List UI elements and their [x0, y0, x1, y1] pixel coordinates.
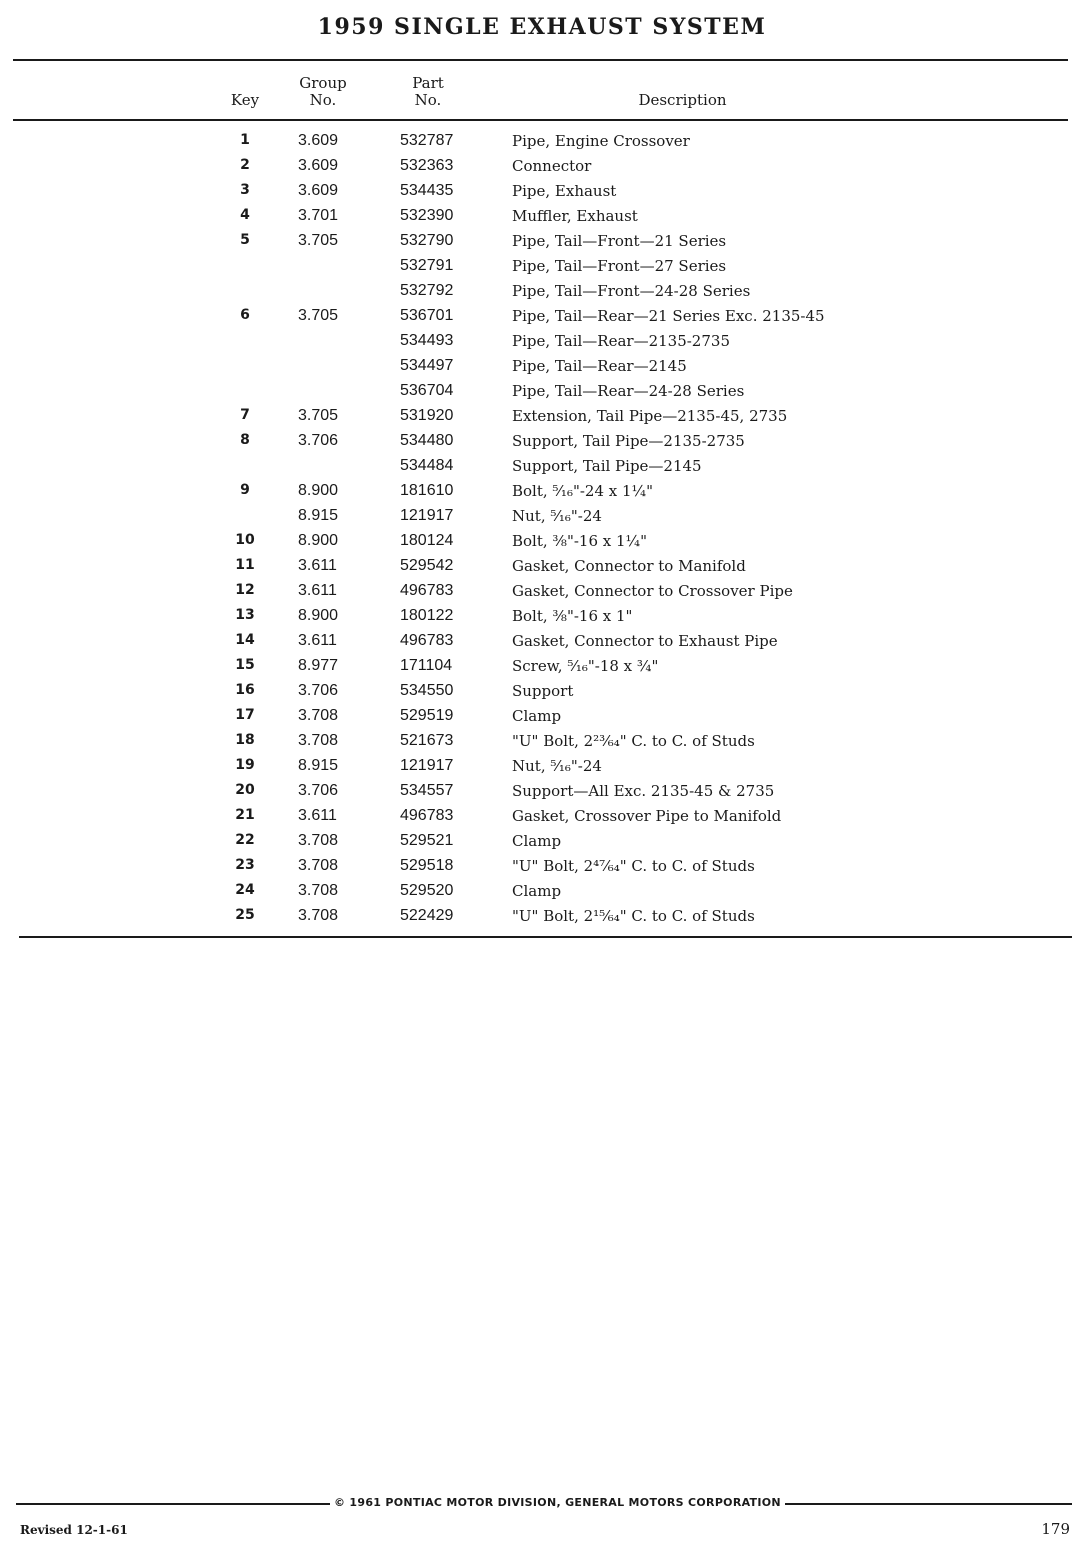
table-row — [0, 279, 1084, 304]
row-description: Pipe, Tail—Rear—2145 — [512, 357, 687, 375]
row-key: 4 — [240, 207, 250, 223]
row-description: Nut, ⁵⁄₁₆"-24 — [512, 507, 602, 525]
table-row — [0, 129, 1084, 154]
table-row — [0, 554, 1084, 579]
row-part-no: 522429 — [400, 907, 454, 924]
row-group-no: 3.611 — [298, 557, 337, 574]
row-description: Pipe, Tail—Rear—21 Series Exc. 2135-45 — [512, 307, 825, 325]
row-group-no: 8.977 — [298, 657, 339, 674]
row-part-no: 521673 — [400, 732, 454, 749]
row-key: 17 — [235, 707, 255, 723]
header-group-line1: Group — [299, 74, 347, 92]
table-row — [0, 329, 1084, 354]
page-number: 179 — [1041, 1520, 1070, 1538]
row-key: 13 — [235, 607, 255, 623]
row-part-no: 534493 — [400, 332, 454, 349]
row-description: Gasket, Connector to Manifold — [512, 557, 746, 575]
row-part-no: 534550 — [400, 682, 454, 699]
row-description: Gasket, Connector to Crossover Pipe — [512, 582, 793, 600]
table-row — [0, 304, 1084, 329]
row-description: Clamp — [512, 882, 562, 900]
row-part-no: 171104 — [400, 657, 453, 674]
table-row — [0, 154, 1084, 179]
row-group-no: 8.900 — [298, 607, 339, 624]
header-group-line2: No. — [309, 91, 337, 109]
row-description: Support—All Exc. 2135-45 & 2735 — [512, 782, 775, 800]
row-part-no: 496783 — [400, 632, 454, 649]
row-key: 3 — [240, 182, 250, 198]
row-part-no: 496783 — [400, 582, 454, 599]
row-key: 24 — [235, 882, 255, 898]
row-group-no: 3.701 — [298, 207, 339, 224]
table-row — [0, 879, 1084, 904]
table-row — [0, 504, 1084, 529]
row-part-no: 121917 — [400, 757, 454, 774]
table-row — [0, 654, 1084, 679]
table-row — [0, 629, 1084, 654]
row-key: 6 — [240, 307, 250, 323]
row-group-no: 3.706 — [298, 682, 339, 699]
row-description: Pipe, Tail—Front—27 Series — [512, 257, 727, 275]
table-row — [0, 454, 1084, 479]
table-row — [0, 804, 1084, 829]
row-part-no: 180122 — [400, 607, 454, 624]
row-part-no: 532792 — [400, 282, 454, 299]
table-row — [0, 754, 1084, 779]
table-row — [0, 829, 1084, 854]
row-description: Support, Tail Pipe—2145 — [512, 457, 702, 475]
row-description: Screw, ⁵⁄₁₆"-18 x ¾" — [512, 657, 659, 675]
table-row — [0, 779, 1084, 804]
header-part — [393, 75, 463, 109]
row-key: 11 — [235, 557, 255, 573]
row-description: Clamp — [512, 707, 562, 725]
row-part-no: 532787 — [400, 132, 454, 149]
row-key: 15 — [235, 657, 255, 673]
top-rule — [13, 59, 1068, 61]
row-description: Support, Tail Pipe—2135-2735 — [512, 432, 745, 450]
table-row — [0, 904, 1084, 929]
row-group-no: 3.706 — [298, 432, 339, 449]
row-group-no: 3.708 — [298, 857, 339, 874]
row-description: Gasket, Connector to Exhaust Pipe — [512, 632, 778, 650]
parts-table — [0, 129, 1084, 929]
row-key: 16 — [235, 682, 255, 698]
row-part-no: 534484 — [400, 457, 454, 474]
table-row — [0, 604, 1084, 629]
header-key: Key — [230, 91, 260, 109]
row-key: 21 — [235, 807, 255, 823]
row-description: Nut, ⁵⁄₁₆"-24 — [512, 757, 602, 775]
table-row — [0, 179, 1084, 204]
table-row — [0, 429, 1084, 454]
row-part-no: 496783 — [400, 807, 454, 824]
table-row — [0, 354, 1084, 379]
row-group-no: 3.708 — [298, 732, 339, 749]
row-description: Pipe, Tail—Rear—2135-2735 — [512, 332, 730, 350]
row-description: Muffler, Exhaust — [512, 207, 638, 225]
row-part-no: 534435 — [400, 182, 454, 199]
row-description: Bolt, ⁵⁄₁₆"-24 x 1¼" — [512, 482, 653, 500]
table-row — [0, 254, 1084, 279]
row-part-no: 529519 — [400, 707, 454, 724]
row-description: "U" Bolt, 2⁴⁷⁄₆₄" C. to C. of Studs — [512, 857, 755, 875]
header-rule — [13, 119, 1068, 121]
row-description: Connector — [512, 157, 592, 175]
row-part-no: 529518 — [400, 857, 454, 874]
row-group-no: 3.708 — [298, 882, 339, 899]
row-group-no: 3.708 — [298, 907, 339, 924]
table-row — [0, 679, 1084, 704]
row-group-no: 8.915 — [298, 757, 339, 774]
header-description: Description — [638, 91, 727, 109]
row-group-no: 3.708 — [298, 832, 339, 849]
table-row — [0, 704, 1084, 729]
row-description: Pipe, Tail—Rear—24-28 Series — [512, 382, 745, 400]
row-part-no: 532790 — [400, 232, 454, 249]
row-group-no: 3.705 — [298, 232, 339, 249]
row-group-no: 3.705 — [298, 307, 339, 324]
row-description: Clamp — [512, 832, 562, 850]
row-description: Pipe, Tail—Front—24-28 Series — [512, 282, 751, 300]
row-description: "U" Bolt, 2¹⁵⁄₆₄" C. to C. of Studs — [512, 907, 755, 925]
table-row — [0, 529, 1084, 554]
table-row — [0, 479, 1084, 504]
bottom-rule — [19, 936, 1072, 938]
table-row — [0, 404, 1084, 429]
row-group-no: 3.611 — [298, 632, 337, 649]
row-part-no: 532363 — [400, 157, 454, 174]
row-group-no: 3.609 — [298, 157, 339, 174]
revised-date: Revised 12-1-61 — [20, 1523, 128, 1537]
row-key: 2 — [240, 157, 250, 173]
row-key: 12 — [235, 582, 255, 598]
row-description: Gasket, Crossover Pipe to Manifold — [512, 807, 782, 825]
row-part-no: 529542 — [400, 557, 454, 574]
header-group — [288, 75, 358, 109]
row-description: Pipe, Exhaust — [512, 182, 617, 200]
row-description: Bolt, ⅜"-16 x 1" — [512, 607, 633, 625]
row-key: 14 — [235, 632, 255, 648]
row-key: 22 — [235, 832, 255, 848]
row-group-no: 3.609 — [298, 182, 339, 199]
row-part-no: 529521 — [400, 832, 454, 849]
row-group-no: 3.611 — [298, 582, 337, 599]
table-row — [0, 579, 1084, 604]
row-key: 5 — [240, 232, 250, 248]
row-part-no: 534497 — [400, 357, 454, 374]
row-key: 9 — [240, 482, 250, 498]
row-part-no: 529520 — [400, 882, 454, 899]
row-group-no: 3.706 — [298, 782, 339, 799]
table-row — [0, 204, 1084, 229]
row-description: Pipe, Tail—Front—21 Series — [512, 232, 727, 250]
row-part-no: 181610 — [400, 482, 454, 499]
table-row — [0, 229, 1084, 254]
row-part-no: 536704 — [400, 382, 454, 399]
row-key: 23 — [235, 857, 255, 873]
row-description: Bolt, ⅜"-16 x 1¼" — [512, 532, 647, 550]
row-key: 25 — [235, 907, 255, 923]
table-row — [0, 854, 1084, 879]
row-group-no: 8.900 — [298, 532, 339, 549]
header-part-line2: No. — [414, 91, 442, 109]
table-row — [0, 379, 1084, 404]
row-part-no: 536701 — [400, 307, 454, 324]
row-part-no: 534557 — [400, 782, 454, 799]
row-description: Pipe, Engine Crossover — [512, 132, 690, 150]
row-part-no: 532791 — [400, 257, 454, 274]
row-part-no: 180124 — [400, 532, 454, 549]
row-key: 8 — [240, 432, 250, 448]
row-part-no: 121917 — [400, 507, 454, 524]
row-group-no: 8.900 — [298, 482, 339, 499]
row-group-no: 3.611 — [298, 807, 337, 824]
row-key: 20 — [235, 782, 255, 798]
row-description: "U" Bolt, 2²³⁄₆₄" C. to C. of Studs — [512, 732, 755, 750]
page-title: 1959 SINGLE EXHAUST SYSTEM — [317, 14, 767, 40]
row-key: 18 — [235, 732, 255, 748]
row-group-no: 3.705 — [298, 407, 339, 424]
row-part-no: 534480 — [400, 432, 454, 449]
row-part-no: 532390 — [400, 207, 454, 224]
row-group-no: 3.708 — [298, 707, 339, 724]
row-key: 1 — [240, 132, 250, 148]
row-description: Support — [512, 682, 574, 700]
row-key: 10 — [235, 532, 255, 548]
row-key: 7 — [240, 407, 250, 423]
row-group-no: 8.915 — [298, 507, 339, 524]
row-description: Extension, Tail Pipe—2135-45, 2735 — [512, 407, 788, 425]
table-row — [0, 729, 1084, 754]
row-part-no: 531920 — [400, 407, 454, 424]
copyright-notice: © 1961 PONTIAC MOTOR DIVISION, GENERAL MOTORS CORPORATION — [330, 1496, 785, 1509]
row-group-no: 3.609 — [298, 132, 339, 149]
row-key: 19 — [235, 757, 255, 773]
header-part-line1: Part — [412, 74, 444, 92]
